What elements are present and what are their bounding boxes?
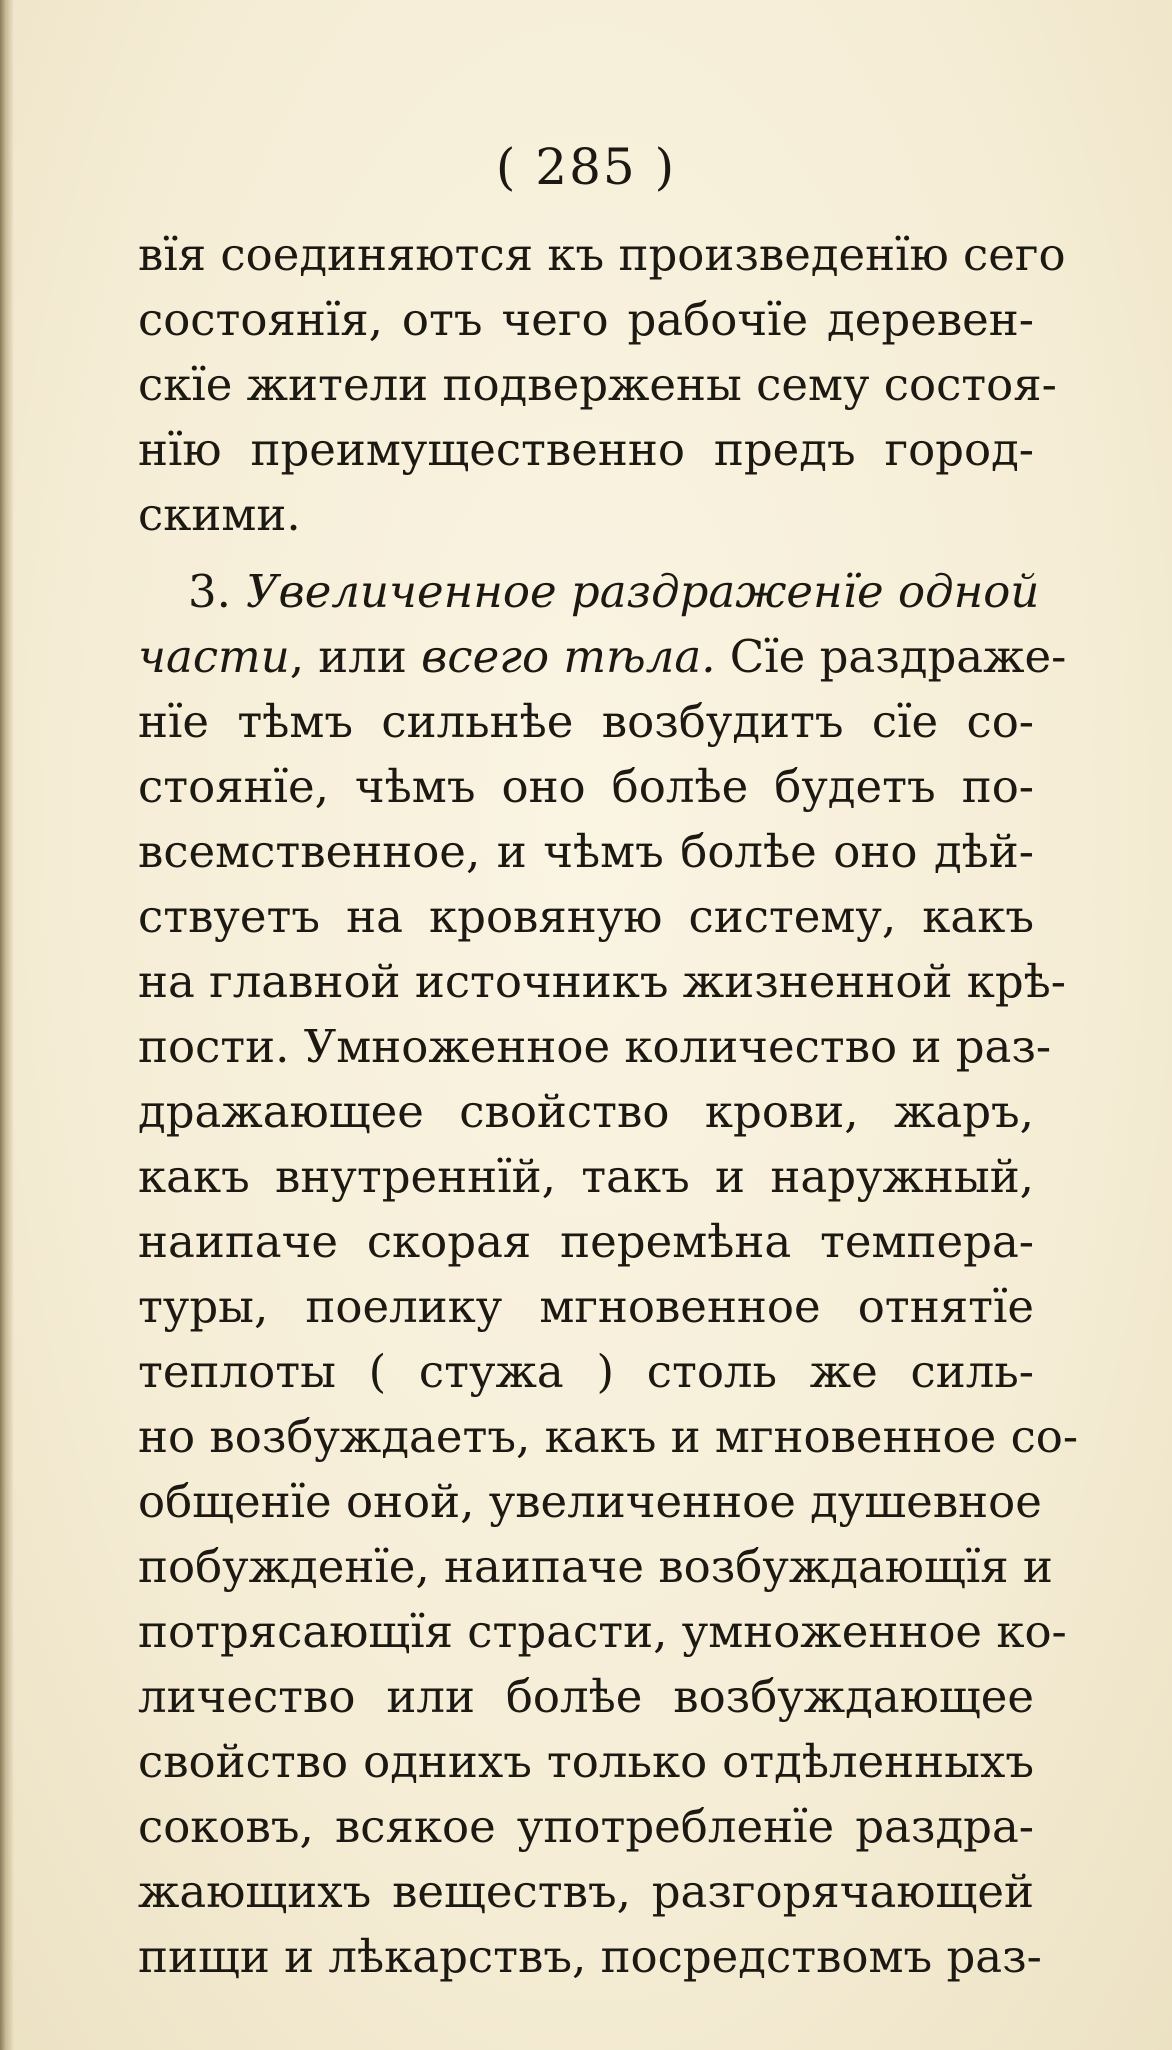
text-line: вïя соединяются къ произведенïю сего: [138, 228, 1066, 281]
section-heading-line: [138, 559, 1040, 624]
text-line: личество или болѣе возбуждающее: [138, 1670, 1034, 1723]
text-line: состоянïя, отъ чего рабочïе деревен-: [138, 293, 1034, 346]
text-fragment: Сïе раздраже-: [715, 630, 1067, 683]
heading-separator: , или: [289, 630, 422, 683]
text-line: теплоты ( стужа ) столь же силь-: [138, 1345, 1034, 1398]
section-heading-cont: всего тѣла.: [421, 630, 716, 683]
page-binding-edge: [0, 0, 14, 2050]
text-line: жающихъ веществъ, разгорячающей: [138, 1865, 1034, 1918]
section-heading-cont: части: [138, 630, 290, 683]
text-line: соковъ, всякое употребленïе раздра-: [138, 1800, 1034, 1853]
text-line: свойство однихъ только отдѣленныхъ: [138, 1735, 1034, 1788]
text-line: стоянïе, чѣмъ оно болѣе будетъ по-: [138, 760, 1034, 813]
paragraph-gap: [138, 547, 1034, 559]
text-line: общенïе оной, увеличенное душевное: [138, 1475, 1042, 1528]
text-line: [138, 624, 1067, 689]
text-line: нïю преимущественно предъ город-: [138, 423, 1034, 476]
section-heading: Увеличенное раздраженïе одной: [246, 565, 1040, 618]
text-line: побужденïе, наипаче возбуждающïя и: [138, 1540, 1053, 1593]
text-line: потрясающïя страсти, умноженное ко-: [138, 1605, 1067, 1658]
text-line: но возбуждаетъ, какъ и мгновенное со-: [138, 1410, 1079, 1463]
text-line: ствуетъ на кровяную систему, какъ: [138, 890, 1034, 943]
text-line: туры, поелику мгновенное отнятïе: [138, 1280, 1034, 1333]
text-line: пищи и лѣкарствъ, посредствомъ раз-: [138, 1930, 1042, 1983]
text-line: наипаче скорая перемѣна темпера-: [138, 1215, 1034, 1268]
text-line: нïе тѣмъ сильнѣе возбудитъ сïе со-: [138, 695, 1034, 748]
text-line: дражающее свойство крови, жаръ,: [138, 1085, 1034, 1138]
text-line: всемственное, и чѣмъ болѣе оно дѣй-: [138, 825, 1034, 878]
text-line: скïе жители подвержены сему состоя-: [138, 358, 1057, 411]
section-number: 3.: [188, 565, 231, 618]
text-line: какъ внутреннïй, такъ и наружный,: [138, 1150, 1034, 1203]
text-line: на главной источникъ жизненной крѣ-: [138, 955, 1067, 1008]
page-number: ( 285 ): [495, 138, 677, 196]
body-text: [138, 222, 1079, 1989]
text-line: скими.: [138, 488, 301, 541]
text-line: пости. Умноженное количество и раз-: [138, 1020, 1052, 1073]
